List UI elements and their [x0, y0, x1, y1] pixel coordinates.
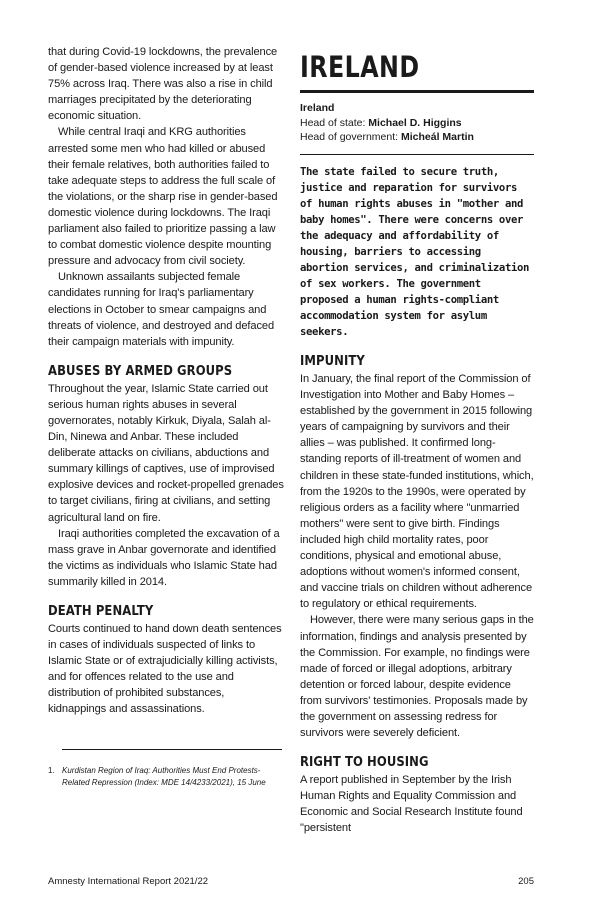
- summary-rule: [300, 154, 534, 155]
- head-of-government-label: Head of government:: [300, 131, 401, 143]
- death-penalty-paragraph: Courts continued to hand down death sentences in cases of individuals suspected of links to Islamic State or of extrajudicially killing activists, and for offences related to the use and distribution of prohibited substances, kidnappings and assassinations.: [48, 623, 282, 716]
- head-of-state-label: Head of state:: [300, 117, 369, 129]
- country-summary: The state failed to secure truth, justice and reparation for survivors of human rights abuses in "mother and baby homes". There were concerns over the adequacy and affordability of housing, barriers to accessing abortion services, and criminalization of sex workers. The government proposed a human rights-compliant accommodation system for asylum seekers.: [300, 166, 530, 338]
- footer-report-title: Amnesty International Report 2021/22: [48, 876, 209, 887]
- left-column: [48, 44, 284, 718]
- country-title: IRELAND: [300, 50, 420, 84]
- head-of-government-line: [300, 130, 534, 144]
- footnote-divider: [62, 749, 282, 750]
- head-of-state-line: [300, 116, 534, 130]
- armed-groups-paragraph-2: Iraqi authorities completed the excavation of a mass grave in Anbar governorate and identified the victims as individuals who Islamic State had summarily killed in 2014.: [48, 527, 280, 588]
- title-rule: [300, 90, 534, 93]
- footnote: [48, 765, 284, 789]
- heading-abuses-by-armed-groups: ABUSES BY ARMED GROUPS: [48, 363, 233, 379]
- left-paragraph-2: While central Iraqi and KRG authorities arrested some men who had killed or abused their female relatives, both authorities failed to take adequate steps to address the full scale of the violations, or the sharp rise in gender-based domestic violence during lockdowns. The Iraqi parliament also failed to prioritize passing a law to combat domestic violence despite mounting pressure and advocacy from civil society.: [48, 126, 278, 268]
- head-of-state-name: Michael D. Higgins: [368, 117, 462, 129]
- impunity-paragraph-2: However, there were many serious gaps in the information, findings and analysis presented by the Commission. For example, no findings were made of forced or illegal adoptions, arbitrary detention or forced labour, despite evidence from survivors' testimonies. Proposals made by the government on assessing redress for survivors were severely deficient.: [300, 614, 534, 740]
- right-column: [300, 44, 534, 837]
- footnote-text: Kurdistan Region of Iraq: Authorities Must End Protests-Related Repression (Index: MDE 14/4233/2021), 15 June: [62, 766, 266, 787]
- impunity-paragraph-1: In January, the final report of the Commission of Investigation into Mother and Baby Homes – established by the government in 2015 following years of campaigning by survivors and their allies – was published. It confirmed long-standing reports of ill-treatment of women and children in these state-funded institutions, which, from the 1920s to the 1990s, were operated by religious orders as a facility where "unmarried mothers" were sent to give birth. Findings included high child mortality rates, poor conditions, physical and emotional abuse, adoptions without women's informed consent, and vaccine trials on children without adherence to regulatory or ethical requirements.: [300, 373, 534, 611]
- heading-death-penalty: DEATH PENALTY: [48, 604, 154, 619]
- country-name: Ireland: [300, 102, 335, 114]
- page-number: 205: [518, 876, 534, 887]
- armed-groups-paragraph-1: Throughout the year, Islamic State carried out serious human rights abuses in several governorates, notably Kirkuk, Diyala, Salah al-Din, Ninewa and Anbar. These included deliberate attacks on civilians, abductions and summary killings of captives, use of improvised explosive devices and rocket-propelled grenades to target civilians, firing at civilians, and setting agricultural land on fire.: [48, 382, 284, 524]
- heading-right-to-housing: RIGHT TO HOUSING: [300, 755, 429, 771]
- footnote-number: 1.: [48, 766, 55, 775]
- housing-paragraph: A report published in September by the Irish Human Rights and Equality Commission and Economic and Social Research Institute found "persistent: [300, 774, 523, 835]
- head-of-government-name: Micheál Martin: [400, 131, 474, 143]
- left-paragraph-1: that during Covid-19 lockdowns, the prevalence of gender-based violence increased by at least 75% across Iraq. There was also a rise in child marriages precipitated by the deteriorating economic situation.: [48, 46, 278, 123]
- left-paragraph-3: Unknown assailants subjected female candidates running for Iraq's parliamentary elections in October to smear campaigns and threats of violence, and destroyed and defaced their campaign materials with impunity.: [48, 271, 275, 348]
- heading-impunity: IMPUNITY: [300, 354, 365, 369]
